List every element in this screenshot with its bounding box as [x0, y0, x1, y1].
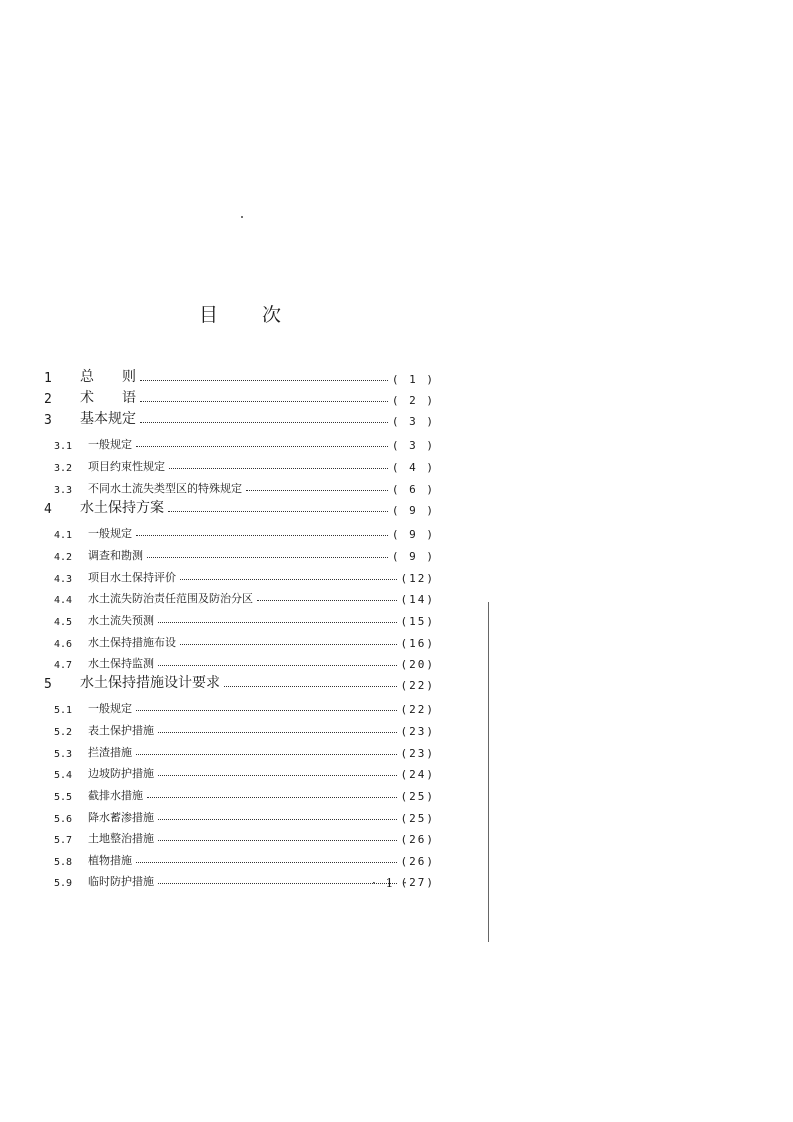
- toc-entry-number: 4.6: [54, 639, 73, 650]
- toc-entry[interactable]: [0, 476, 435, 496]
- toc-entry[interactable]: [0, 718, 435, 738]
- toc-entry-number: 5: [44, 677, 52, 692]
- toc-entry-label: 水土保持措施设计要求: [80, 675, 220, 691]
- dot-leader: [158, 664, 397, 666]
- toc-entry-label: 总 则: [80, 369, 136, 385]
- toc-entry-page: (27): [400, 876, 435, 889]
- toc-entry-page: ( 4 ): [391, 461, 435, 474]
- dot-leader: [168, 510, 388, 512]
- scan-margin-line: [488, 602, 489, 942]
- toc-entry-page: (23): [400, 725, 435, 738]
- toc-entry-label: 一般规定: [88, 702, 132, 715]
- toc-entry-number: 4.4: [54, 595, 73, 606]
- toc-entry[interactable]: [0, 826, 435, 846]
- toc-entry-number: 4.3: [54, 574, 73, 585]
- toc-entry[interactable]: [0, 869, 435, 889]
- dot-leader: [257, 599, 397, 601]
- toc-entry-number: 3: [44, 413, 52, 428]
- toc-entry-number: 4.2: [54, 552, 73, 563]
- toc-entry[interactable]: [0, 497, 435, 517]
- scan-speck: [241, 216, 243, 218]
- toc-entry-page: (16): [400, 637, 435, 650]
- toc-title: [0, 300, 480, 327]
- dot-leader: [180, 643, 397, 645]
- toc-entry-page: (22): [400, 679, 435, 692]
- toc-entry-label: 项目水土保持评价: [88, 571, 176, 584]
- toc-entry-label: 土地整治措施: [88, 832, 154, 845]
- toc-entry-label: 植物措施: [88, 854, 132, 867]
- toc-entry-number: 5.8: [54, 857, 73, 868]
- toc-entry-page: (26): [400, 833, 435, 846]
- dot-leader: [140, 421, 388, 423]
- toc-title-char-1: 目: [198, 304, 218, 326]
- toc-entry-label: 水土保持措施布设: [88, 636, 176, 649]
- toc-entry[interactable]: [0, 408, 435, 428]
- toc-entry-label: 边坡防护措施: [88, 767, 154, 780]
- toc-entry[interactable]: [0, 740, 435, 760]
- toc-entry[interactable]: [0, 672, 435, 692]
- toc-entry-page: ( 3 ): [391, 439, 435, 452]
- page-number: · 1 ·: [372, 876, 410, 890]
- toc-entry[interactable]: [0, 586, 435, 606]
- dot-leader: [136, 753, 397, 755]
- toc-entry[interactable]: [0, 696, 435, 716]
- toc-entry-number: 4.1: [54, 530, 73, 541]
- toc-entry-label: 术 语: [80, 390, 136, 406]
- dot-leader: [136, 534, 388, 536]
- toc-entry-number: 2: [44, 392, 52, 407]
- dot-leader: [136, 861, 397, 863]
- toc-entry-page: (15): [400, 615, 435, 628]
- toc-entry-page: ( 9 ): [391, 504, 435, 517]
- toc-entry-label: 截排水措施: [88, 789, 143, 802]
- toc-entry-label: 临时防护措施: [88, 875, 154, 888]
- dot-leader: [180, 578, 397, 580]
- toc-entry[interactable]: [0, 565, 435, 585]
- toc-entry-label: 水土保持方案: [80, 500, 164, 516]
- dot-leader: [147, 556, 388, 558]
- toc-entry[interactable]: [0, 783, 435, 803]
- toc-entry[interactable]: [0, 805, 435, 825]
- dot-leader: [246, 489, 388, 491]
- toc-entry-label: 一般规定: [88, 438, 132, 451]
- toc-entry[interactable]: [0, 761, 435, 781]
- toc-entry-number: 5.6: [54, 814, 73, 825]
- toc-entry-page: (14): [400, 593, 435, 606]
- dot-leader: [140, 379, 388, 381]
- dot-leader: [158, 774, 397, 776]
- toc-entry-label: 调查和勘测: [88, 549, 143, 562]
- toc-entry-page: (12): [400, 572, 435, 585]
- toc-entry-label: 水土流失防治责任范围及防治分区: [88, 592, 253, 605]
- dot-leader: [158, 818, 397, 820]
- toc-entry-page: (22): [400, 703, 435, 716]
- toc-entry-number: 1: [44, 371, 52, 386]
- toc-entry-number: 5.7: [54, 835, 73, 846]
- toc-entry-page: (23): [400, 747, 435, 760]
- dot-leader: [224, 685, 397, 687]
- dot-leader: [158, 621, 397, 623]
- toc-entry-number: 5.9: [54, 878, 73, 889]
- toc-entry-number: 4.5: [54, 617, 73, 628]
- toc-entry-label: 基本规定: [80, 411, 136, 427]
- toc-entry-label: 降水蓄渗措施: [88, 811, 154, 824]
- toc-entry-label: 水土流失预测: [88, 614, 154, 627]
- dot-leader: [158, 731, 397, 733]
- toc-entry-number: 3.1: [54, 441, 73, 452]
- dot-leader: [136, 709, 397, 711]
- toc-entry-page: (24): [400, 768, 435, 781]
- toc-title-char-2: 次: [262, 304, 282, 326]
- toc-entry-page: (26): [400, 855, 435, 868]
- toc-entry-number: 5.4: [54, 770, 73, 781]
- toc-entry[interactable]: [0, 608, 435, 628]
- toc-entry-page: ( 1 ): [391, 373, 435, 386]
- toc-entry-number: 3.3: [54, 485, 73, 496]
- toc-entry-label: 不同水土流失类型区的特殊规定: [88, 482, 242, 495]
- toc-entry-label: 表土保护措施: [88, 724, 154, 737]
- toc-entry[interactable]: [0, 366, 435, 386]
- dot-leader: [140, 400, 388, 402]
- toc-entry-page: ( 9 ): [391, 550, 435, 563]
- toc-entry-number: 4: [44, 502, 52, 517]
- toc-entry-number: 5.5: [54, 792, 73, 803]
- toc-entry[interactable]: [0, 543, 435, 563]
- toc-entry-page: (25): [400, 790, 435, 803]
- toc-entry-number: 5.3: [54, 749, 73, 760]
- dot-leader: [147, 796, 397, 798]
- toc-entry-number: 3.2: [54, 463, 73, 474]
- toc-entry[interactable]: [0, 521, 435, 541]
- toc-entry-number: 4.7: [54, 660, 73, 671]
- dot-leader: [158, 839, 397, 841]
- toc-entry-label: 拦渣措施: [88, 746, 132, 759]
- toc-entry[interactable]: [0, 848, 435, 868]
- toc-entry-label: 项目约束性规定: [88, 460, 165, 473]
- toc-entry-page: (20): [400, 658, 435, 671]
- toc-entry[interactable]: [0, 432, 435, 452]
- toc-entry-number: 5.1: [54, 705, 73, 716]
- toc-entry-number: 5.2: [54, 727, 73, 738]
- dot-leader: [136, 445, 388, 447]
- dot-leader: [158, 882, 397, 884]
- toc-entry-page: ( 2 ): [391, 394, 435, 407]
- toc-entry-page: (25): [400, 812, 435, 825]
- toc-entry-label: 一般规定: [88, 527, 132, 540]
- toc-entry[interactable]: [0, 651, 435, 671]
- toc-entry[interactable]: [0, 630, 435, 650]
- toc-entry-page: ( 3 ): [391, 415, 435, 428]
- toc-entry-page: ( 6 ): [391, 483, 435, 496]
- toc-entry[interactable]: [0, 454, 435, 474]
- toc-entry-page: ( 9 ): [391, 528, 435, 541]
- toc-entry[interactable]: [0, 387, 435, 407]
- dot-leader: [169, 467, 388, 469]
- toc-entry-label: 水土保持监测: [88, 657, 154, 670]
